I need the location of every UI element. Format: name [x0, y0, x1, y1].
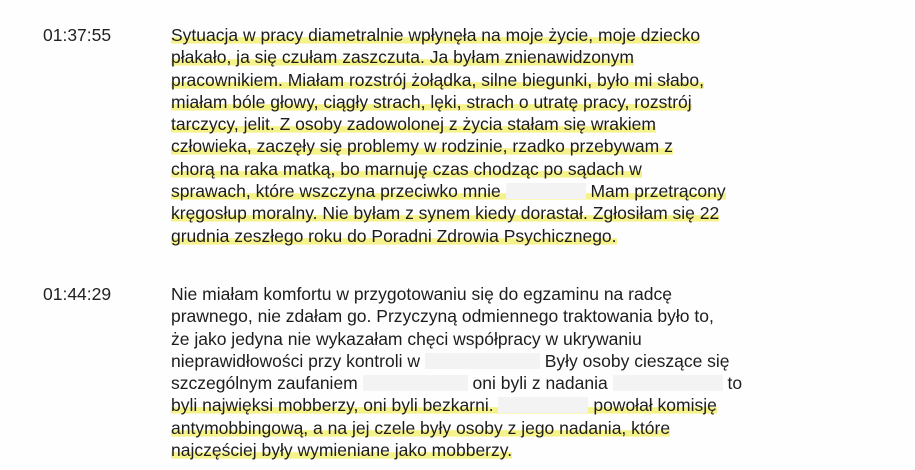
text-line: Nie miałam komfortu w przygotowaniu się do egzaminu na radcę: [171, 284, 672, 304]
text-line: prawnego, nie zdałam go. Przyczyną odmiennego traktowania było to,: [171, 306, 714, 327]
redaction-box: [425, 353, 540, 369]
transcript-text: [171, 283, 811, 461]
transcript-text: [171, 24, 811, 247]
text-line: antymobbingową, a na jej czele były osoby z jego nadania, które: [171, 417, 671, 438]
text-line: że jako jedyna nie wykazałam chęci współpracy w ukrywaniu: [171, 328, 642, 349]
text-line: pracownikiem. Miałam rozstrój żołądka, silne biegunki, było mi słabo,: [171, 69, 704, 90]
redaction-box: [498, 397, 588, 413]
text-line: byli najwięksi mobberzy, oni byli bezkarni. powołał komisję: [171, 395, 717, 416]
text-line: człowieka, zaczęły się problemy w rodzinie, rzadko przebywam z: [171, 136, 673, 157]
text-line: najczęściej były wymieniane jako mobberzy.: [171, 440, 513, 461]
text-line: miałam bóle głowy, ciągły strach, lęki, strach o utratę pracy, rozstrój: [171, 91, 692, 112]
timestamp: 01:37:55: [43, 25, 112, 45]
text-line: grudnia zeszłego roku do Poradni Zdrowia Psychicznego.: [171, 225, 617, 246]
redaction-box: [613, 375, 723, 391]
text-line: sprawach, które wszczyna przeciwko mnie Mam przetrącony: [171, 181, 726, 202]
redaction-box: [506, 183, 586, 199]
text-line: Sytuacja w pracy diametralnie wpłynęła na moje życie, moje dziecko: [171, 25, 701, 45]
timestamp: 01:44:29: [43, 284, 112, 304]
text-line: tarczycy, jelit. Z osoby zadowolonej z życia stałam się wrakiem: [171, 114, 656, 135]
text-line: nieprawidłowości przy kontroli w Były osoby cieszące się: [171, 350, 730, 371]
text-line: płakało, ja się czułam zaszczuta. Ja byłam znienawidzonym: [171, 47, 634, 68]
text-line: szczególnym zaufaniem oni byli z nadania to: [171, 373, 743, 394]
text-line: chorą na raka matką, bo marnuję czas chodząc po sądach w: [171, 158, 642, 179]
text-line: kręgosłup moralny. Nie byłam z synem kiedy dorastał. Zgłosiłam się 22: [171, 203, 720, 224]
redaction-box: [363, 375, 468, 391]
